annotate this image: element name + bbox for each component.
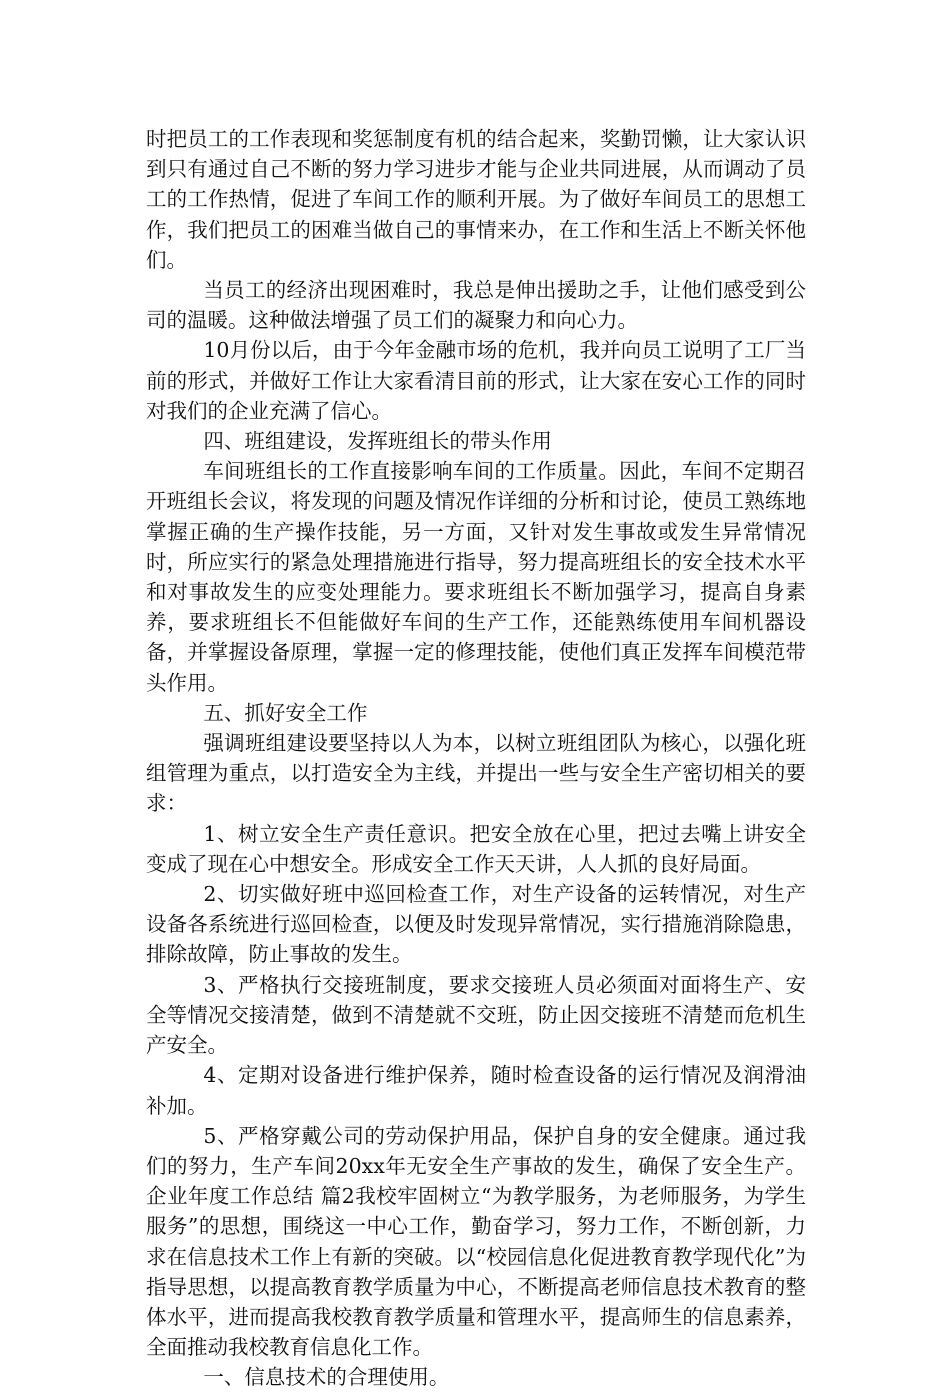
paragraph-october-crisis: 10月份以后，由于今年金融市场的危机，我并向员工说明了工厂当前的形式，并做好工作让大家看清目前的形式，让大家在安心工作的同时对我们的企业充满了信心。 (146, 338, 806, 423)
paragraph-safety-intro: 强调班组建设要坚持以人为本，以树立班组团队为核心，以强化班组管理为重点，以打造安全为主线，并提出一些与安全生产密切相关的要求： (146, 731, 806, 816)
list-item-safety-2: 2、切实做好班中巡回检查工作，对生产设备的运转情况，对生产设备各系统进行巡回检查，以便及时发现异常情况，实行措施消除隐患，排除故障，防止事故的发生。 (146, 882, 806, 967)
document-body (146, 124, 806, 1393)
list-item-safety-1: 1、树立安全生产责任意识。把安全放在心里，把过去嘴上讲安全变成了现在心中想安全。形成安全工作天天讲，人人抓的良好局面。 (146, 821, 806, 876)
section-heading-it-usage: 一、信息技术的合理使用。 (203, 1365, 450, 1390)
section-heading-team-building: 四、班组建设，发挥班组长的带头作用 (203, 429, 552, 454)
paragraph-continuation: 时把员工的工作表现和奖惩制度有机的结合起来，奖勤罚懒，让大家认识到只有通过自己不断的努力学习进步才能与企业共同进展，从而调动了员工的工作热情，促进了车间工作的顺利开展。为了做好车间员工的思想工作，我们把员工的困难当做自己的事情来办，在工作和生活上不断关怀他们。 (146, 127, 806, 272)
section-heading-safety: 五、抓好安全工作 (203, 700, 368, 725)
paragraph-team-leaders: 车间班组长的工作直接影响车间的工作质量。因此，车间不定期召开班组长会议，将发现的问题及情况作详细的分析和讨论，使员工熟练地掌握正确的生产操作技能，另一方面，又针对发生事故或发生异常情况时，所应实行的紧急处理措施进行指导，努力提高班组长的安全技术水平和对事故发生的应变处理能力。要求班组长不断加强学习，提高自身素养，要求班组长不但能做好车间的生产工作，还能熟练使用车间机器设备，并掌握设备原理，掌握一定的修理技能，使他们真正发挥车间模范带头作用。 (146, 459, 806, 695)
list-item-safety-4: 4、定期对设备进行维护保养，随时检查设备的运行情况及润滑油补加。 (146, 1063, 806, 1118)
paragraph-employee-hardship: 当员工的经济出现困难时，我总是伸出援助之手，让他们感受到公司的温暖。这种做法增强了员工们的凝聚力和向心力。 (146, 278, 806, 333)
list-item-safety-3: 3、严格执行交接班制度，要求交接班人员必须面对面将生产、安全等情况交接清楚，做到不清楚就不交班，防止因交接班不清楚而危机生产安全。 (146, 972, 806, 1058)
list-item-safety-5: 5、严格穿戴公司的劳动保护用品，保护自身的安全健康。通过我们的努力，生产车间20xx年无安全生产事故的发生，确保了安全生产。企业年度工作总结 篇2我校牢固树立“为教学服务，为老师服务，为学生服务”的思想，围绕这一中心工作，勤奋学习，努力工作，不断创新，力求在信息技术工作上有新的突破。以“校园信息化促进教育教学现代化”为指导思想，以提高教育教学质量为中心，不断提高老师信息技术教育的整体水平，进而提高我校教育教学质量和管理水平，提高师生的信息素养，全面推动我校教育信息化工作。 (146, 1123, 806, 1360)
